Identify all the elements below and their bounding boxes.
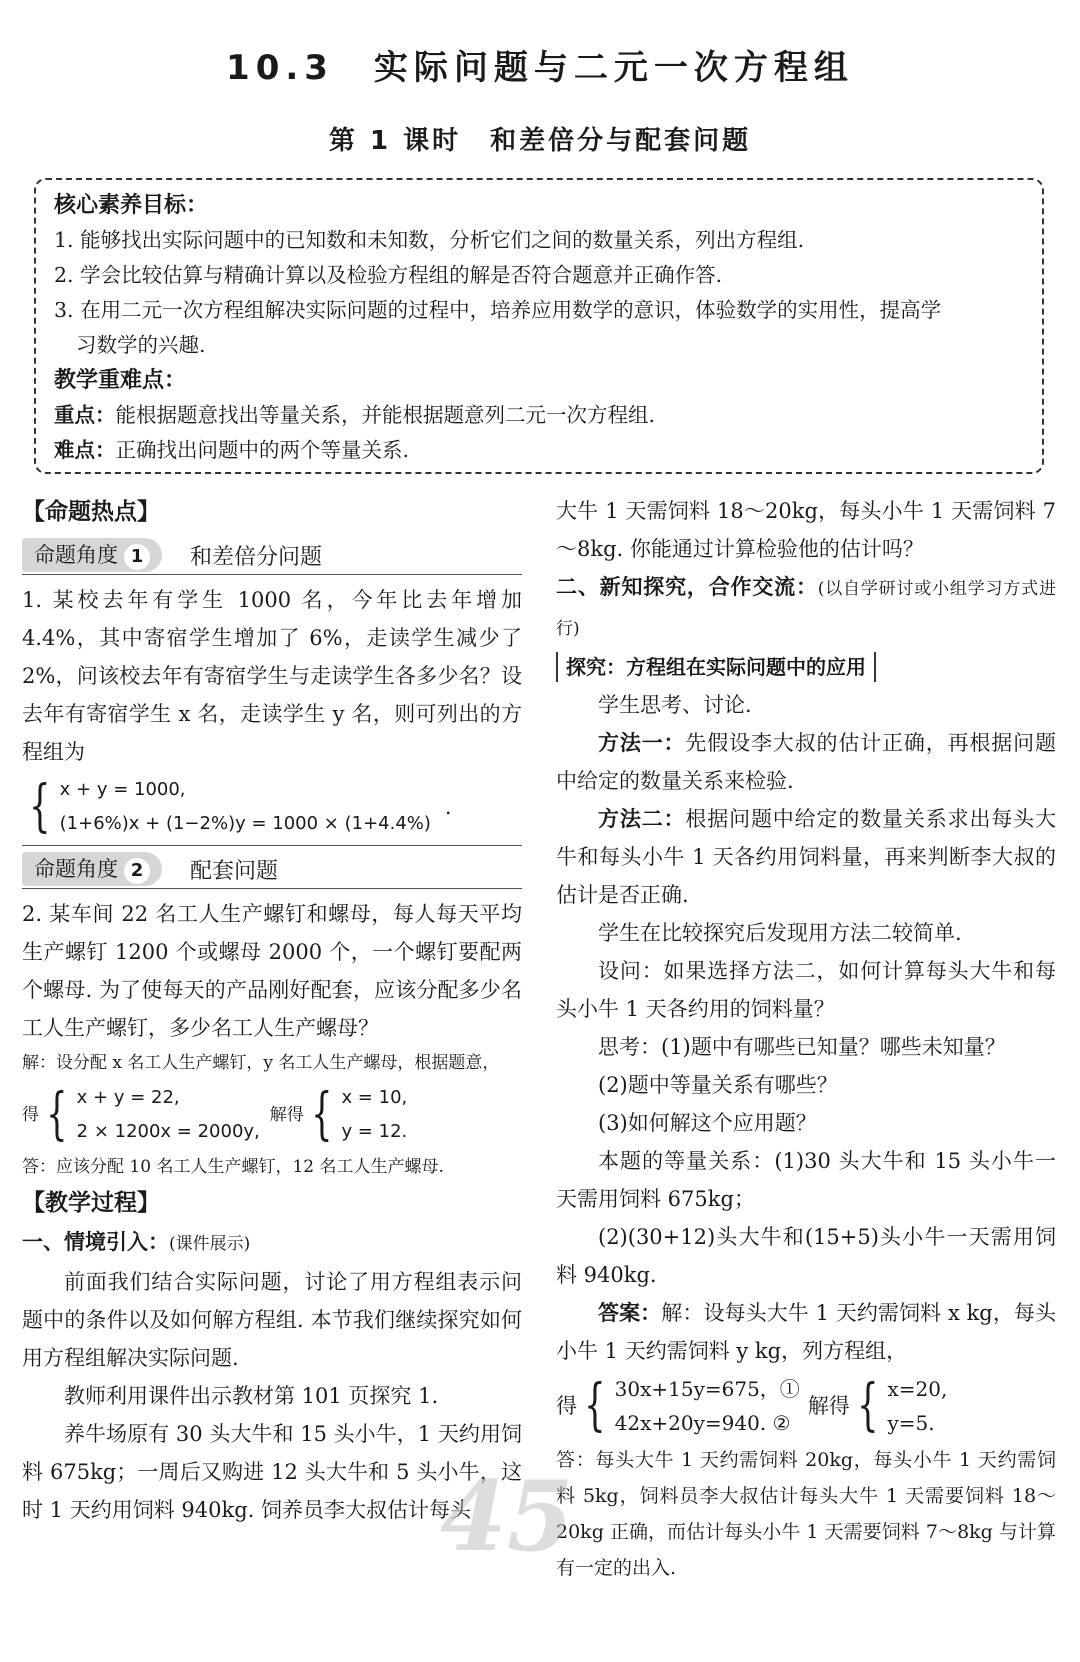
method-1: 方法一：先假设李大叔的估计正确，再根据问题中给定的数量关系来检验. <box>556 731 1057 793</box>
section-1-title: 一、情境引入：(课件展示) <box>22 1230 251 1254</box>
angle-1-bar <box>22 536 522 575</box>
angle-1-tag: 命题角度 1 <box>22 538 162 572</box>
goals-box <box>34 178 1044 474</box>
para-think: 学生思考、讨论. <box>598 693 752 717</box>
key-point: 重点：能根据题意找出等量关系，并能根据题意列二元一次方程组. <box>54 403 656 427</box>
angle-2-text: 配套问题 <box>190 858 279 884</box>
relation-2: (2)(30+12)头大牛和(15+5)头小牛一天需用饲料 940kg. <box>556 1225 1056 1287</box>
question-2-answer: 答：应该分配 10 名工人生产螺钉，12 名工人生产螺母. <box>22 1157 444 1177</box>
goals-heading: 核心素养目标： <box>54 193 209 218</box>
think-2: (2)题中等量关系有哪些？ <box>598 1073 838 1097</box>
angle-2-tag: 命题角度 2 <box>22 852 162 886</box>
think-3: (3)如何解这个应用题？ <box>598 1111 817 1135</box>
difficulty-heading: 教学重难点： <box>54 368 187 393</box>
question-1-system: { x + y = 1000, (1+6%)x + (1−2%)y = 1000 × (1+4.4%) . <box>22 773 522 846</box>
think-1: 思考：(1)题中有哪些已知量？哪些未知量？ <box>598 1035 1006 1059</box>
answer-setup: 答案：解：设每头大牛 1 天约需饲料 x kg，每头小牛 1 天约需饲料 y kg，列方程组， <box>556 1301 1056 1363</box>
goal-item-1: 1. 能够找出实际问题中的已知数和未知数，分析它们之间的数量关系，列出方程组. <box>54 228 805 252</box>
question-2-system: 得 { x + y = 22, 2 × 1200x = 2000y, 解得 { x = 10, y = 12. <box>22 1082 408 1147</box>
question-2-solution: 解：设分配 x 名工人生产螺钉，y 名工人生产螺母，根据题意， <box>22 1053 500 1073</box>
difficult-point: 难点：正确找出问题中的两个等量关系. <box>54 438 410 462</box>
process-title: 【教学过程】 <box>22 1190 160 1216</box>
goal-item-3: 3. 在用二元一次方程组解决实际问题的过程中，培养应用数学的意识，体验数学的实用性，提高学 <box>54 298 942 322</box>
question-2: 2. 某车间 22 名工人生产螺钉和螺母，每人每天平均生产螺钉 1200 个或螺母 2000 个，一个螺钉要配两个螺母. 为了使每天的产品刚好配套，应该分配多少名工人生产螺钉，多少名工人生产螺母？ <box>22 902 522 1040</box>
explore-label: 探究：方程组在实际问题中的应用 <box>556 652 876 682</box>
para-farm-cont: 大牛 1 天需饲料 18～20kg，每头小牛 1 天需饲料 7～8kg. 你能通过计算检验他的估计吗？ <box>556 499 1056 561</box>
answer-system: 得 { 30x+15y=675，① 42x+20y=940. ② 解得 { x=20, y=5. <box>556 1373 948 1438</box>
hot-title: 【命题热点】 <box>22 499 160 525</box>
left-column <box>22 492 522 1529</box>
para-textbook: 教师利用课件出示教材第 101 页探究 1. <box>64 1384 439 1408</box>
lesson-subtitle: 第 1 课时 和差倍分与配套问题 <box>328 126 752 156</box>
goal-item-2: 2. 学会比较估算与精确计算以及检验方程组的解是否符合题意并正确作答. <box>54 263 723 287</box>
angle-2-bar <box>22 850 522 889</box>
para-compare: 学生在比较探究后发现用方法二较简单. <box>598 921 962 945</box>
para-farm: 养牛场原有 30 头大牛和 15 头小牛，1 天约用饲料 675kg；一周后又购进 12 头大牛和 5 头小牛，这时 1 天约用饲料 940kg. 饲养员李大叔估计每头 <box>22 1422 522 1522</box>
page-title: 10.3 实际问题与二元一次方程组 <box>226 48 854 88</box>
relation-1: 本题的等量关系：(1)30 头大牛和 15 头小牛一天需用饲料 675kg； <box>556 1149 1056 1211</box>
para-intro: 前面我们结合实际问题，讨论了用方程组表示问题中的条件以及如何解方程组. 本节我们继续探究如何用方程组解决实际问题. <box>22 1270 522 1370</box>
final-answer: 答：每头大牛 1 天约需饲料 20kg，每头小牛 1 天约需饲料 5kg，饲料员李大叔估计每头大牛 1 天需要饲料 18～20kg 正确，而估计每头小牛 1 天需要饲料 7～8kg 与计算有一定的出入. <box>556 1449 1056 1579</box>
method-2: 方法二：根据问题中给定的数量关系求出每头大牛和每头小牛 1 天各约用饲料量，再来判断李大叔的估计是否正确. <box>556 807 1057 907</box>
goal-item-3-cont: 习数学的兴趣. <box>76 333 206 357</box>
page-number: 45 <box>440 1460 574 1573</box>
section-2-title: 二、新知探究，合作交流：(以自学研讨或小组学习方式进行) <box>556 575 1057 639</box>
question-1: 1. 某校去年有学生 1000 名，今年比去年增加 4.4%，其中寄宿学生增加了 6%，走读学生减少了 2%，问该校去年有寄宿学生与走读学生各多少名？设去年有寄宿学生 x 名，走读学生 y 名，则可列出的方程组为 <box>22 588 522 764</box>
right-column <box>556 492 1056 1586</box>
angle-1-text: 和差倍分问题 <box>190 544 323 570</box>
para-question: 设问：如果选择方法二，如何计算每头大牛和每头小牛 1 天各约用的饲料量？ <box>556 959 1056 1021</box>
